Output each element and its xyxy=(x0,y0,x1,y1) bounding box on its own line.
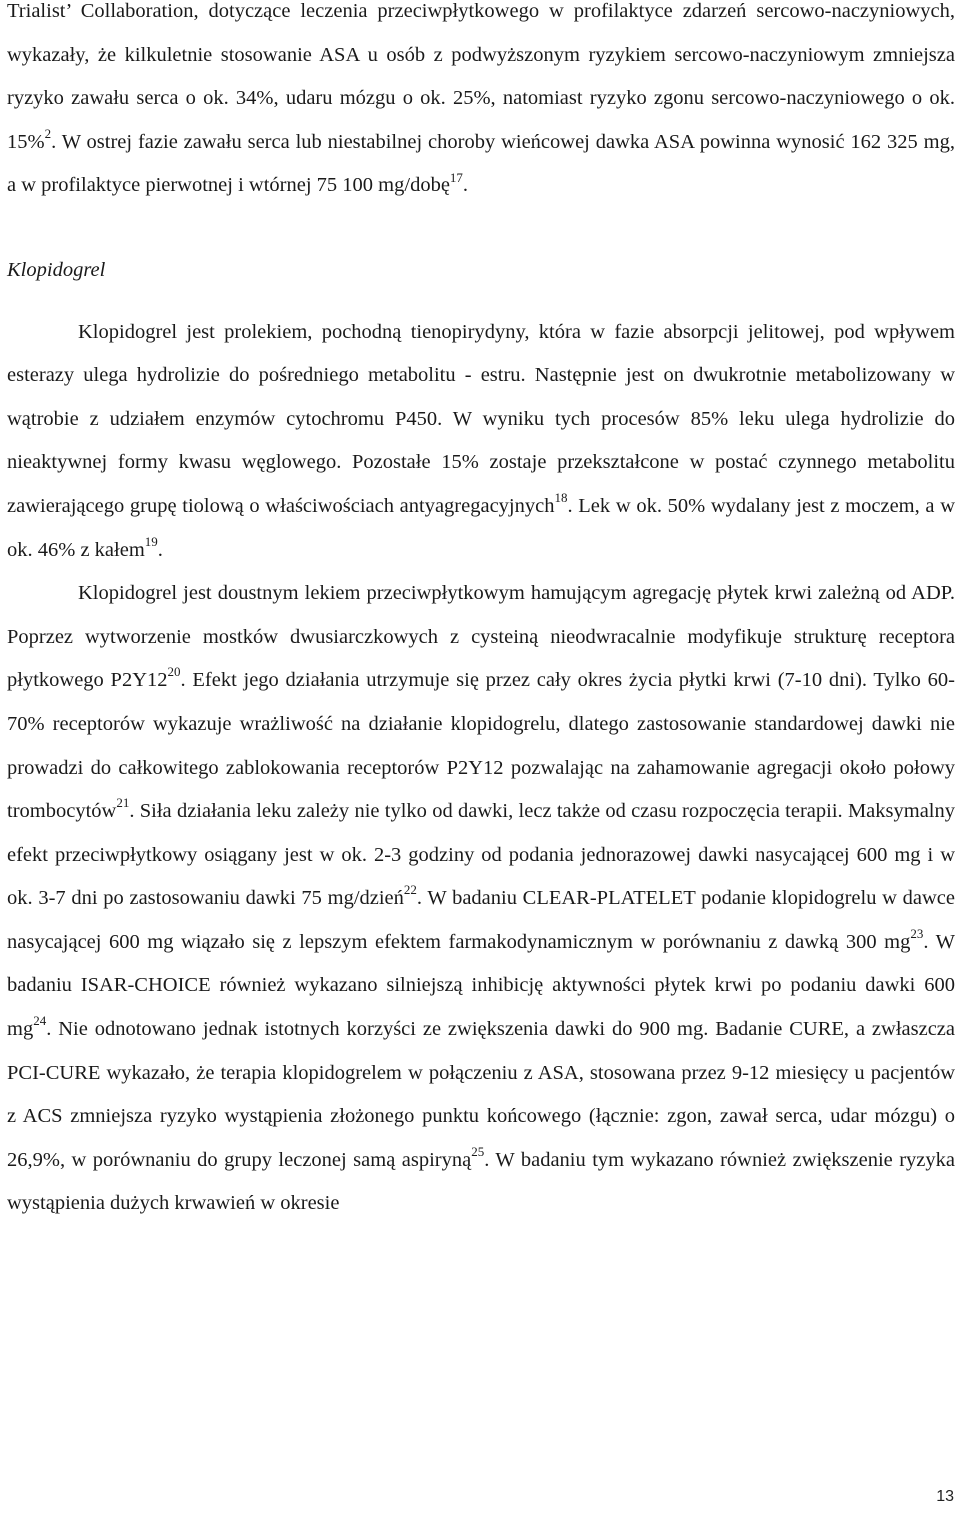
citation-ref: 18 xyxy=(554,490,568,506)
text-run: . W badaniu CLEAR-PLATELET podanie klopidogrelu w dawce nasycającej 600 mg wiązało się z lepszym efektem farmakodynamicznym w porównaniu z dawką 300 mg xyxy=(7,887,956,953)
citation-ref: 25 xyxy=(471,1144,485,1160)
text-run: . W badaniu tym wykazano również zwiększenie ryzyka wystąpienia dużych krwawień w okresie xyxy=(7,1148,955,1215)
text-run: Klopidogrel jest doustnym lekiem przeciwpłytkowym hamującym agregację płytek krwi zależną od ADP. Poprzez wytworzenie mostków dwusiarczkowych z cysteiną nieodwracalnie modyfikuje strukturę receptora płytkowego P2Y12 xyxy=(7,582,955,692)
citation-ref: 2 xyxy=(44,125,52,141)
citation-ref: 20 xyxy=(167,664,181,680)
section-heading: Klopidogrel xyxy=(7,258,106,281)
paragraph-clopidogrel-action xyxy=(7,572,955,1226)
citation-ref: 24 xyxy=(33,1013,47,1029)
text-run: . Efekt jego działania utrzymuje się przez cały okres życia płytki krwi (7-10 dni). Tylko 60-70% receptorów wykazuje wrażliwość na działanie klopidogrelu, dlatego zastosowanie standardowej dawki nie prowadzi do całkowitego zablokowania receptorów P2Y12 pozwalając na zahamowanie agregacji około połowy trombocytów xyxy=(7,669,956,823)
citation-ref: 21 xyxy=(116,795,130,811)
text-run: . xyxy=(157,538,163,561)
paragraph-aspirin-efficacy xyxy=(7,0,955,208)
citation-ref: 23 xyxy=(910,926,924,942)
text-run: . xyxy=(462,174,469,197)
paragraph-clopidogrel-metabolism xyxy=(7,311,955,573)
page-number: 13 xyxy=(936,1488,954,1505)
text-run: . Siła działania leku zależy nie tylko od dawki, lecz także od czasu rozpoczęcia terapii. Maksymalny efekt przeciwpłytkowy osiągany jest w ok. 2-3 godziny od podania jednorazowej dawki nasycającej 600 mg i w ok. 3-7 dni po zastosowaniu dawki 75 mg/dzień xyxy=(7,800,955,910)
text-run: . W badaniu ISAR-CHOICE również wykazano silniejszą inhibicję aktywności płytek krwi po podaniu dawki 600 mg xyxy=(7,930,956,1041)
citation-ref: 17 xyxy=(449,169,463,185)
citation-ref: 22 xyxy=(403,882,417,898)
text-run: . Nie odnotowano jednak istotnych korzyści ze zwiększenia dawki do 900 mg. Badanie CURE, a zwłaszcza PCI-CURE wykazało, że terapia klopidogrelem w połączeniu z ASA, stosowana przez 9-12 miesięcy u pacjentów z ACS zmniejsza ryzyko wystąpienia złożonego punktu końcowego (łącznie: zgon, zawał serca, udar mózgu) o 26,9%, w porównaniu do grupy leczonej samą aspiryną xyxy=(7,1018,955,1171)
text-run: . W ostrej fazie zawału serca lub niestabilnej choroby wieńcowej dawka ASA powinna wynosić 162 325 mg, a w profilaktyce pierwotnej i wtórnej 75 100 mg/dobę xyxy=(7,130,955,197)
text-run: . Lek w ok. 50% wydalany jest z moczem, a w ok. 46% z kałem xyxy=(7,494,955,561)
citation-ref: 19 xyxy=(144,533,158,549)
text-run: Trialist’ Collaboration, dotyczące leczenia przeciwpłytkowego w profilaktyce zdarzeń sercowo-naczyniowych, wykazały, że kilkuletnie stosowanie ASA u osób z podwyższonym ryzykiem sercowo-naczyniowym zmniejsza ryzyko zawału serca o ok. 34%, udaru mózgu o ok. 25%, natomiast ryzyko zgonu sercowo-naczyniowego o ok. 15% xyxy=(7,0,955,153)
document-page xyxy=(7,0,955,1226)
text-run: Klopidogrel jest prolekiem, pochodną tienopirydyny, która w fazie absorpcji jelitowej, pod wpływem esterazy ulega hydrolizie do pośredniego metabolitu - estru. Następnie jest on dwukrotnie metabolizowany w wątrobie z udziałem enzymów cytochromu P450. W wyniku tych procesów 85% leku ulega hydrolizie do nieaktywnej formy kwasu węglowego. Pozostałe 15% zostaje przekształcone w postać czynnego metabolitu zawierającego grupę tiolową o właściwościach antyagregacyjnych xyxy=(7,320,955,517)
